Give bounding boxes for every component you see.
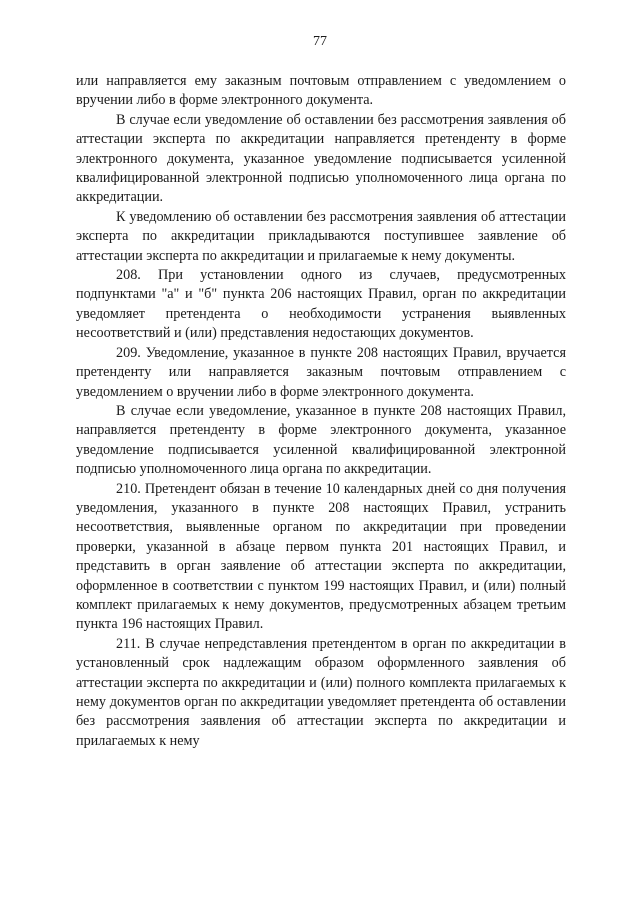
paragraph: К уведомлению об оставлении без рассмотрения заявления об аттестации эксперта по аккредитации прикладываются поступившее заявление об аттестации эксперта по аккредитации и прилагаемые к нему документы.	[76, 208, 566, 264]
page-number: 77	[313, 34, 327, 49]
paragraph: В случае если уведомление, указанное в пункте 208 настоящих Правил, направляется претенденту в форме электронного документа, указанное уведомление подписывается усиленной квалифицированной электронной подписью уполномоченного лица органа по аккредитации.	[76, 402, 566, 478]
paragraph-clause-208: 208. При установлении одного из случаев, предусмотренных подпунктами "а" и "б" пункта 206 настоящих Правил, орган по аккредитации уведомляет претендента о необходимости устранения выявленных несоответствий и (или) представления недостающих документов.	[76, 267, 566, 342]
paragraph: В случае если уведомление об оставлении без рассмотрения заявления об аттестации эксперта по аккредитации направляется претенденту в форме электронного документа, указанное уведомление подписывается усиленной квалифицированной электронной подписью уполномоченного лица органа по аккредитации.	[76, 111, 566, 206]
paragraph-continuation: или направляется ему заказным почтовым отправлением с уведомлением о вручении либо в форме электронного документа.	[76, 73, 566, 109]
paragraph-clause-210: 210. Претендент обязан в течение 10 календарных дней со дня получения уведомления, указанного в пункте 208 настоящих Правил, устранить несоответствия, выявленные органом по аккредитации при проведении проверки, указанной в абзаце первом пункта 201 настоящих Правил, и представить в орган заявление об аттестации эксперта по аккредитации, оформленное в соответствии с пунктом 199 настоящих Правил, и (или) полный комплект прилагаемых к нему документов, предусмотренных абзацем третьим пункта 196 настоящих Правил.	[76, 480, 566, 633]
paragraph-clause-211: 211. В случае непредставления претендентом в орган по аккредитации в установленный срок надлежащим образом оформленного заявления об аттестации эксперта по аккредитации и (или) полного комплекта прилагаемых к нему документов орган по аккредитации уведомляет претендента об оставлении без рассмотрения заявления об аттестации эксперта по аккредитации и прилагаемых к нему	[76, 635, 566, 749]
paragraph-clause-209: 209. Уведомление, указанное в пункте 208 настоящих Правил, вручается претенденту или направляется заказным почтовым отправлением с уведомлением о вручении либо в форме электронного документа.	[76, 344, 566, 400]
document-body	[76, 72, 566, 751]
